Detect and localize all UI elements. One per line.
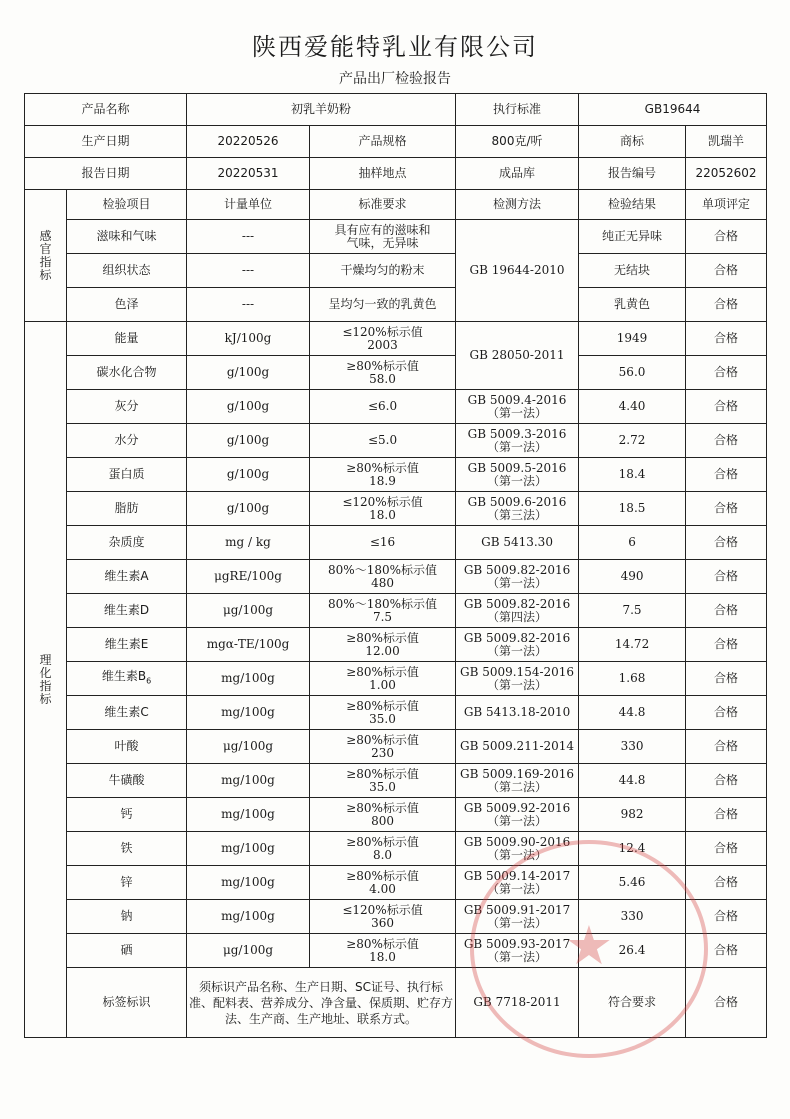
line-1: GB 5009.82-2016: [463, 562, 571, 577]
verdict-cell: 合格: [686, 696, 767, 730]
verdict-cell: 合格: [686, 968, 767, 1038]
line-1: 干燥均匀的粉末: [340, 263, 425, 277]
table-row: [25, 798, 767, 832]
col-header-unit: 计量单位: [187, 190, 310, 220]
unit-cell: ---: [187, 288, 310, 322]
line-1: GB 5009.169-2016: [459, 766, 575, 781]
method-cell: [456, 764, 579, 798]
table-row: [25, 424, 767, 458]
item-name: 牛磺酸: [108, 773, 145, 787]
line-1: ≤120%标示值: [342, 494, 423, 509]
requirement-cell: [310, 390, 456, 424]
item-cell: [67, 832, 187, 866]
line-1: GB 5009.82-2016: [463, 596, 571, 611]
table-row: [25, 322, 767, 356]
line-1: ≤120%标示值: [342, 902, 423, 917]
verdict-cell: 合格: [686, 390, 767, 424]
item-name: 水分: [114, 433, 139, 447]
line-1: GB 5009.211-2014: [459, 739, 575, 753]
table-row: [25, 594, 767, 628]
verdict-cell: 合格: [686, 220, 767, 254]
method-cell: [456, 492, 579, 526]
line-2: 230: [371, 745, 394, 760]
result-cell: 4.40: [579, 390, 686, 424]
unit-cell: μg/100g: [187, 730, 310, 764]
method-cell: [456, 594, 579, 628]
col-header-result: 检验结果: [579, 190, 686, 220]
requirement-cell: [310, 594, 456, 628]
standard-value: GB19644: [579, 94, 767, 126]
line-1: ≥80%标示值: [346, 664, 419, 679]
unit-cell: μg/100g: [187, 594, 310, 628]
item-cell: [67, 730, 187, 764]
item-name: 钠: [120, 909, 133, 923]
requirement-cell: [310, 798, 456, 832]
line-2: （第一法）: [487, 405, 548, 420]
method-cell: [456, 696, 579, 730]
line-1: 呈均匀一致的乳黄色: [328, 297, 437, 311]
line-1: GB 5413.30: [481, 535, 553, 549]
line-1: GB 5009.92-2016: [463, 800, 571, 815]
result-cell: 56.0: [579, 356, 686, 390]
line-2: 18.9: [369, 473, 396, 488]
sensory-group-label: [25, 190, 67, 322]
header-row-3: [25, 158, 767, 190]
result-cell: 7.5: [579, 594, 686, 628]
table-row: [25, 288, 767, 322]
result-cell: 符合要求: [579, 968, 686, 1038]
item-cell: [67, 526, 187, 560]
result-cell: 5.46: [579, 866, 686, 900]
requirement-cell: [310, 934, 456, 968]
line-2: （第一法）: [487, 575, 548, 590]
table-row: [25, 390, 767, 424]
table-row: [25, 560, 767, 594]
item-name: 硒: [120, 943, 133, 957]
item-cell: 滋味和气味: [67, 220, 187, 254]
verdict-cell: 合格: [686, 560, 767, 594]
unit-cell: ---: [187, 254, 310, 288]
line-1: ≥80%标示值: [346, 358, 419, 373]
method-cell: [456, 628, 579, 662]
unit-cell: g/100g: [187, 458, 310, 492]
line-2: 1.00: [369, 677, 396, 692]
table-row: [25, 696, 767, 730]
result-cell: 330: [579, 730, 686, 764]
product-name-value: 初乳羊奶粉: [187, 94, 456, 126]
label-requirement-row: [25, 968, 767, 1038]
item-cell: [67, 560, 187, 594]
requirement-cell: [310, 288, 456, 322]
item-name: 叶酸: [114, 739, 139, 753]
line-2: （第二法）: [487, 779, 548, 794]
method-cell: GB 28050-2011: [456, 322, 579, 390]
method-cell: [456, 424, 579, 458]
line-2: 7.5: [372, 609, 393, 624]
table-row: [25, 900, 767, 934]
unit-cell: g/100g: [187, 390, 310, 424]
unit-cell: ---: [187, 220, 310, 254]
item-name: 维生素E: [104, 637, 149, 651]
unit-cell: mg / kg: [187, 526, 310, 560]
unit-cell: mg/100g: [187, 798, 310, 832]
item-cell: [67, 764, 187, 798]
line-1: ≥80%标示值: [346, 766, 419, 781]
item-cell: [67, 798, 187, 832]
line-2: 800: [371, 813, 394, 828]
group-label-char: 官: [39, 241, 52, 256]
requirement-cell: [310, 526, 456, 560]
table-row: [25, 220, 767, 254]
table-row: [25, 458, 767, 492]
verdict-cell: 合格: [686, 458, 767, 492]
physchem-group-label: [25, 322, 67, 1038]
table-row: [25, 730, 767, 764]
report-date-label: 报告日期: [25, 158, 187, 190]
line-1: ≥80%标示值: [346, 460, 419, 475]
verdict-cell: 合格: [686, 288, 767, 322]
line-1: ≥80%标示值: [346, 936, 419, 951]
item-cell: [67, 390, 187, 424]
verdict-cell: 合格: [686, 356, 767, 390]
prod-date-label: 生产日期: [25, 126, 187, 158]
unit-cell: mg/100g: [187, 866, 310, 900]
result-cell: 44.8: [579, 764, 686, 798]
item-name: 维生素C: [104, 705, 149, 719]
method-cell: [456, 390, 579, 424]
line-2: 360: [371, 915, 394, 930]
line-1: GB 5009.82-2016: [463, 630, 571, 645]
brand-label: 商标: [579, 126, 686, 158]
unit-cell: mg/100g: [187, 662, 310, 696]
report-no-value: 22052602: [686, 158, 767, 190]
line-2: （第一法）: [487, 847, 548, 862]
line-2: 8.0: [372, 847, 393, 862]
item-cell: [67, 662, 187, 696]
header-row-2: [25, 126, 767, 158]
line-2: （第一法）: [487, 643, 548, 658]
method-cell: [456, 798, 579, 832]
result-cell: 无结块: [579, 254, 686, 288]
group-label-char: 化: [39, 665, 52, 680]
item-name: 铁: [120, 841, 133, 855]
spec-label: 产品规格: [310, 126, 456, 158]
line-2: 35.0: [369, 711, 396, 726]
requirement-cell: [310, 696, 456, 730]
line-1: GB 5009.90-2016: [463, 834, 571, 849]
line-1: ≥80%标示值: [346, 834, 419, 849]
requirement-cell: [310, 900, 456, 934]
item-cell: 色泽: [67, 288, 187, 322]
line-1: GB 5009.93-2017: [463, 936, 571, 951]
table-row: [25, 866, 767, 900]
method-cell: [456, 662, 579, 696]
line-1: GB 5009.5-2016: [467, 460, 567, 475]
item-name: 脂肪: [114, 501, 139, 515]
line-2: 18.0: [369, 949, 396, 964]
verdict-cell: 合格: [686, 526, 767, 560]
item-name: 锌: [120, 875, 133, 889]
line-2: （第一法）: [487, 473, 548, 488]
report-no-label: 报告编号: [579, 158, 686, 190]
unit-cell: mg/100g: [187, 900, 310, 934]
requirement-cell: [310, 832, 456, 866]
line-1: ≥80%标示值: [346, 868, 419, 883]
item-subscript: 6: [146, 676, 152, 686]
requirement-cell: [310, 764, 456, 798]
method-cell: [456, 934, 579, 968]
verdict-cell: 合格: [686, 866, 767, 900]
line-1: ≥80%标示值: [346, 630, 419, 645]
item-cell: [67, 934, 187, 968]
item-cell: [67, 356, 187, 390]
verdict-cell: 合格: [686, 764, 767, 798]
line-2: 4.00: [369, 881, 396, 896]
item-name: 能量: [114, 331, 139, 345]
sample-loc-label: 抽样地点: [310, 158, 456, 190]
item-cell: [67, 322, 187, 356]
standard-label: 执行标准: [456, 94, 579, 126]
line-2: 480: [371, 575, 394, 590]
requirement-cell: [310, 866, 456, 900]
item-name: 杂质度: [108, 535, 145, 549]
method-cell: [456, 560, 579, 594]
line-1: ≤5.0: [367, 433, 398, 447]
result-cell: 6: [579, 526, 686, 560]
line-2: （第四法）: [487, 609, 548, 624]
method-cell: [456, 526, 579, 560]
requirement-cell: [310, 424, 456, 458]
unit-cell: mgα-TE/100g: [187, 628, 310, 662]
unit-cell: μgRE/100g: [187, 560, 310, 594]
table-row: [25, 662, 767, 696]
group-label-char: 感: [39, 228, 52, 243]
unit-cell: mg/100g: [187, 764, 310, 798]
result-cell: 1.68: [579, 662, 686, 696]
table-row: [25, 832, 767, 866]
line-2: 35.0: [369, 779, 396, 794]
col-header-item: 检验项目: [67, 190, 187, 220]
item-cell: [67, 696, 187, 730]
item-name: 钙: [120, 807, 133, 821]
table-row: [25, 254, 767, 288]
result-cell: 18.4: [579, 458, 686, 492]
line-2: 58.0: [369, 371, 396, 386]
line-2: 气味，无异味: [346, 235, 419, 250]
item-cell: 标签标识: [67, 968, 187, 1038]
result-cell: 2.72: [579, 424, 686, 458]
table-row: [25, 628, 767, 662]
item-cell: [67, 424, 187, 458]
line-1: 具有应有的滋味和: [334, 222, 431, 237]
line-2: 18.0: [369, 507, 396, 522]
result-cell: 18.5: [579, 492, 686, 526]
verdict-cell: 合格: [686, 662, 767, 696]
table-row: [25, 934, 767, 968]
line-1: 80%～180%标示值: [328, 562, 438, 577]
unit-cell: g/100g: [187, 424, 310, 458]
verdict-cell: 合格: [686, 832, 767, 866]
table-row: [25, 526, 767, 560]
company-title: 陕西爱能特乳业有限公司: [252, 33, 538, 61]
line-1: 80%～180%标示值: [328, 596, 438, 611]
table-row: [25, 764, 767, 798]
item-cell: [67, 900, 187, 934]
prod-date-value: 20220526: [187, 126, 310, 158]
group-label-char: 标: [39, 267, 52, 282]
requirement-cell: [310, 662, 456, 696]
report-subtitle: 产品出厂检验报告: [339, 71, 451, 87]
verdict-cell: 合格: [686, 730, 767, 764]
requirement-cell: [310, 458, 456, 492]
line-2: 12.00: [365, 643, 400, 658]
item-name: 蛋白质: [108, 467, 145, 481]
method-cell: [456, 730, 579, 764]
unit-cell: g/100g: [187, 492, 310, 526]
method-cell: [456, 900, 579, 934]
method-cell: [456, 458, 579, 492]
line-2: （第一法）: [487, 915, 548, 930]
result-cell: 乳黄色: [579, 288, 686, 322]
group-label-char: 指: [39, 254, 52, 269]
result-cell: 26.4: [579, 934, 686, 968]
header-row-1: [25, 94, 767, 126]
unit-cell: mg/100g: [187, 696, 310, 730]
result-cell: 982: [579, 798, 686, 832]
requirement-cell: [310, 322, 456, 356]
item-cell: [67, 628, 187, 662]
line-1: ≤16: [369, 535, 396, 549]
line-1: ≤6.0: [367, 399, 398, 413]
line-1: GB 5009.14-2017: [463, 868, 571, 883]
line-2: （第一法）: [487, 881, 548, 896]
item-cell: [67, 458, 187, 492]
line-1: GB 5413.18-2010: [463, 705, 571, 719]
item-cell: [67, 866, 187, 900]
verdict-cell: 合格: [686, 798, 767, 832]
verdict-cell: 合格: [686, 934, 767, 968]
line-1: ≤120%标示值: [342, 324, 423, 339]
line-2: （第一法）: [487, 813, 548, 828]
line-1: ≥80%标示值: [346, 732, 419, 747]
column-header-row: [25, 190, 767, 220]
line-1: ≥80%标示值: [346, 698, 419, 713]
verdict-cell: 合格: [686, 628, 767, 662]
unit-cell: μg/100g: [187, 934, 310, 968]
line-2: （第一法）: [487, 949, 548, 964]
unit-cell: kJ/100g: [187, 322, 310, 356]
label-requirement-cell: 须标识产品名称、生产日期、SC证号、执行标准、配料表、营养成分、净含量、保质期、贮存方法、生产商、生产地址、联系方式。: [187, 968, 456, 1038]
line-2: 2003: [367, 337, 398, 352]
requirement-cell: [310, 220, 456, 254]
verdict-cell: 合格: [686, 322, 767, 356]
table-row: [25, 492, 767, 526]
requirement-cell: [310, 492, 456, 526]
line-1: GB 5009.6-2016: [467, 494, 567, 509]
line-1: GB 5009.3-2016: [467, 426, 567, 441]
result-cell: 14.72: [579, 628, 686, 662]
item-cell: [67, 492, 187, 526]
col-header-requirement: 标准要求: [310, 190, 456, 220]
line-2: （第一法）: [487, 677, 548, 692]
product-name-label: 产品名称: [25, 94, 187, 126]
unit-cell: mg/100g: [187, 832, 310, 866]
result-cell: 1949: [579, 322, 686, 356]
item-name: 碳水化合物: [96, 365, 157, 379]
spec-value: 800克/听: [456, 126, 579, 158]
group-label-char: 指: [39, 678, 52, 693]
sample-loc-value: 成品库: [456, 158, 579, 190]
line-1: GB 5009.154-2016: [459, 664, 575, 679]
item-cell: 组织状态: [67, 254, 187, 288]
item-name: 灰分: [114, 399, 139, 413]
requirement-cell: [310, 254, 456, 288]
inspection-table: [24, 93, 767, 1038]
line-1: GB 5009.91-2017: [463, 902, 571, 917]
verdict-cell: 合格: [686, 492, 767, 526]
method-cell: GB 7718-2011: [456, 968, 579, 1038]
line-1: GB 5009.4-2016: [467, 392, 567, 407]
item-name: 维生素D: [103, 603, 150, 617]
item-name: 维生素A: [104, 569, 149, 583]
result-cell: 纯正无异味: [579, 220, 686, 254]
line-2: （第一法）: [487, 439, 548, 454]
report-date-value: 20220531: [187, 158, 310, 190]
result-cell: 330: [579, 900, 686, 934]
verdict-cell: 合格: [686, 254, 767, 288]
verdict-cell: 合格: [686, 594, 767, 628]
requirement-cell: [310, 560, 456, 594]
group-label-char: 标: [39, 691, 52, 706]
verdict-cell: 合格: [686, 900, 767, 934]
line-2: （第三法）: [487, 507, 548, 522]
method-cell: [456, 832, 579, 866]
table-row: [25, 356, 767, 390]
requirement-cell: [310, 356, 456, 390]
group-label-char: 理: [39, 652, 52, 667]
item-cell: [67, 594, 187, 628]
col-header-method: 检测方法: [456, 190, 579, 220]
item-name: 维生素B: [101, 668, 147, 683]
result-cell: 12.4: [579, 832, 686, 866]
col-header-verdict: 单项评定: [686, 190, 767, 220]
result-cell: 490: [579, 560, 686, 594]
unit-cell: g/100g: [187, 356, 310, 390]
requirement-cell: [310, 730, 456, 764]
method-cell: GB 19644-2010: [456, 220, 579, 322]
requirement-cell: [310, 628, 456, 662]
line-1: ≥80%标示值: [346, 800, 419, 815]
result-cell: 44.8: [579, 696, 686, 730]
verdict-cell: 合格: [686, 424, 767, 458]
brand-value: 凯瑞羊: [686, 126, 767, 158]
method-cell: [456, 866, 579, 900]
